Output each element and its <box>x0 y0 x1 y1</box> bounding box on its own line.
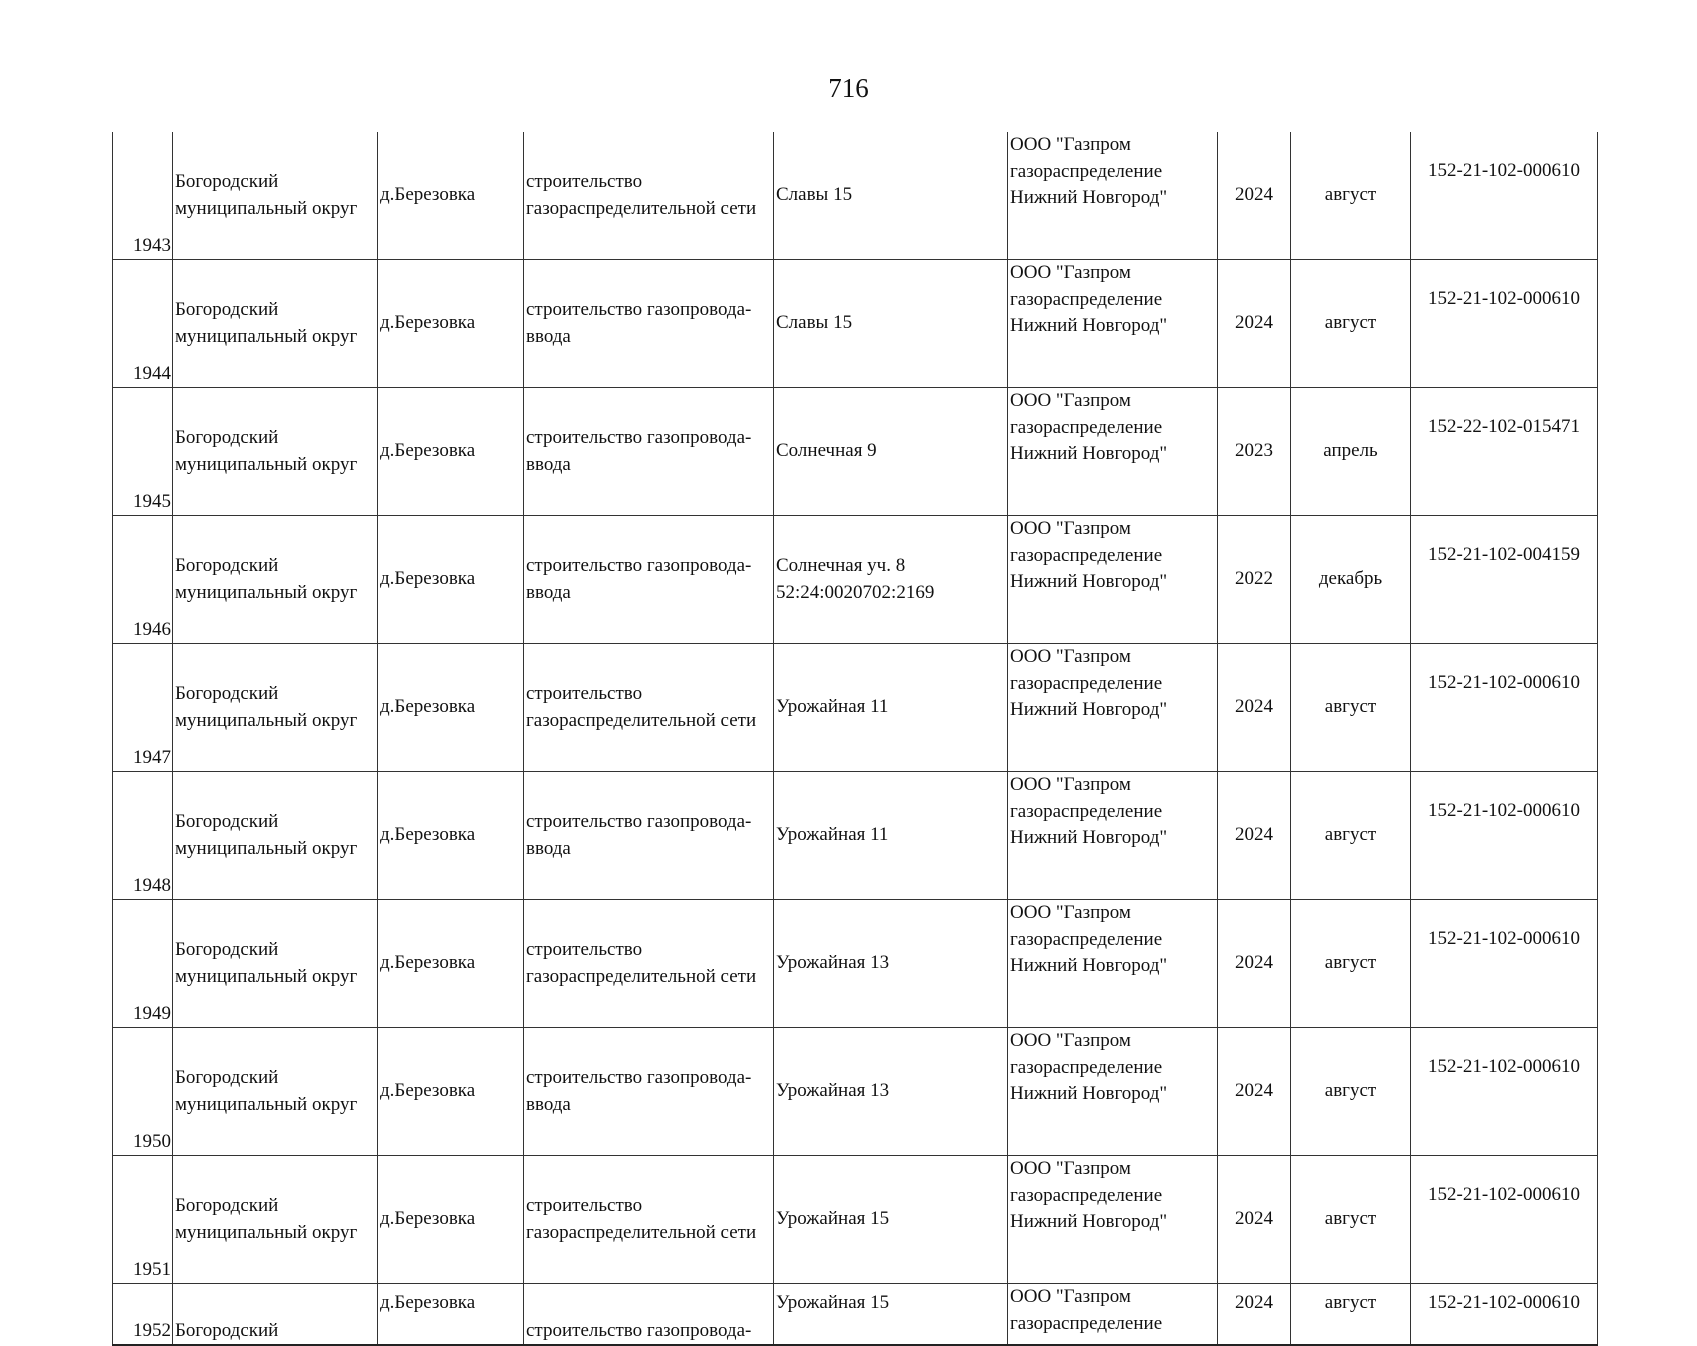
year-cell: 2024 <box>1218 132 1291 260</box>
work-type-cell-line: строительство <box>526 939 643 960</box>
work-type-cell-line: ввода <box>526 1093 571 1115</box>
year-cell: 2024 <box>1218 644 1291 772</box>
work-type-cell <box>524 132 774 260</box>
year-cell: 2024 <box>1218 1284 1291 1346</box>
organization-cell <box>1008 1284 1218 1346</box>
work-type-cell-line: строительство <box>526 171 643 192</box>
row-number: 1951 <box>113 1156 173 1284</box>
registration-code-cell: 152-21-102-000610 <box>1411 1156 1598 1284</box>
locality-cell: д.Березовка <box>378 1028 524 1156</box>
district-cell-line: Богородский <box>175 1195 279 1216</box>
organization-cell-line: ООО "Газпром <box>1010 902 1131 923</box>
work-type-cell-line: строительство газопровода- <box>526 299 752 320</box>
work-type-cell <box>524 772 774 900</box>
table-row <box>113 1156 1598 1284</box>
month-cell: август <box>1291 260 1411 388</box>
registration-code-cell: 152-21-102-004159 <box>1411 516 1598 644</box>
organization-cell-line: ООО "Газпром <box>1010 1158 1131 1179</box>
address-cell <box>774 644 1008 772</box>
address-cell-line: Солнечная уч. 8 <box>776 555 906 576</box>
district-cell-line: муниципальный округ <box>175 1221 358 1243</box>
month-cell: август <box>1291 1284 1411 1346</box>
work-type-cell <box>524 388 774 516</box>
table-row <box>113 1028 1598 1156</box>
district-cell <box>173 900 378 1028</box>
organization-cell-line: ООО "Газпром <box>1010 1286 1131 1307</box>
organization-cell-line: ООО "Газпром <box>1010 390 1131 411</box>
registration-code-cell: 152-21-102-000610 <box>1411 132 1598 260</box>
organization-cell-line: Нижний Новгород" <box>1010 699 1168 720</box>
table-row <box>113 772 1598 900</box>
district-cell <box>173 1028 378 1156</box>
organization-cell-line: Нижний Новгород" <box>1010 571 1168 592</box>
work-type-cell-line: ввода <box>526 453 571 475</box>
organization-cell-line: Нижний Новгород" <box>1010 1211 1168 1232</box>
organization-cell-line: газораспределение <box>1010 1312 1163 1334</box>
address-cell-line: Урожайная 13 <box>776 1080 890 1102</box>
work-type-cell-line: строительство <box>526 1195 643 1216</box>
organization-cell-line: газораспределение <box>1010 1184 1163 1206</box>
year-cell: 2024 <box>1218 900 1291 1028</box>
district-cell-line: Богородский <box>175 427 279 448</box>
month-cell: август <box>1291 1156 1411 1284</box>
work-type-cell <box>524 644 774 772</box>
year-cell: 2024 <box>1218 772 1291 900</box>
locality-cell: д.Березовка <box>378 772 524 900</box>
year-cell: 2022 <box>1218 516 1291 644</box>
year-cell: 2024 <box>1218 260 1291 388</box>
work-type-cell-line: газораспределительной сети <box>526 197 757 219</box>
district-cell-line: муниципальный округ <box>175 965 358 987</box>
month-cell: август <box>1291 644 1411 772</box>
organization-cell-line: газораспределение <box>1010 416 1163 438</box>
year-cell: 2024 <box>1218 1156 1291 1284</box>
organization-cell-line: газораспределение <box>1010 160 1163 182</box>
district-cell-line: муниципальный округ <box>175 837 358 859</box>
table-row <box>113 260 1598 388</box>
locality-cell: д.Березовка <box>378 1284 524 1346</box>
month-cell: декабрь <box>1291 516 1411 644</box>
address-cell-line: 52:24:0020702:2169 <box>776 581 935 603</box>
district-cell-line: Богородский <box>175 555 279 576</box>
organization-cell <box>1008 388 1218 516</box>
locality-cell: д.Березовка <box>378 132 524 260</box>
organization-cell-line: Нижний Новгород" <box>1010 955 1168 976</box>
organization-cell <box>1008 644 1218 772</box>
work-type-cell-line: строительство газопровода- <box>526 427 752 448</box>
address-cell <box>774 388 1008 516</box>
district-cell-line: Богородский <box>175 171 279 192</box>
table-row <box>113 516 1598 644</box>
district-cell-line: Богородский <box>175 1067 279 1088</box>
organization-cell-line: Нижний Новгород" <box>1010 187 1168 208</box>
gas-connection-register-table <box>112 132 1598 1346</box>
locality-cell: д.Березовка <box>378 516 524 644</box>
work-type-cell-line: ввода <box>526 325 571 347</box>
month-cell: август <box>1291 900 1411 1028</box>
address-cell <box>774 1028 1008 1156</box>
district-cell <box>173 260 378 388</box>
row-number: 1949 <box>113 900 173 1028</box>
locality-cell: д.Березовка <box>378 260 524 388</box>
organization-cell <box>1008 1028 1218 1156</box>
table-row <box>113 644 1598 772</box>
organization-cell-line: ООО "Газпром <box>1010 646 1131 667</box>
organization-cell <box>1008 516 1218 644</box>
address-cell-line: Солнечная 9 <box>776 440 877 462</box>
work-type-cell-line: строительство газопровода- <box>526 1067 752 1088</box>
district-cell <box>173 1156 378 1284</box>
district-cell-line: муниципальный округ <box>175 453 358 475</box>
month-cell: апрель <box>1291 388 1411 516</box>
address-cell-line: Урожайная 11 <box>776 696 889 718</box>
district-cell <box>173 644 378 772</box>
row-number: 1944 <box>113 260 173 388</box>
work-type-cell-line: газораспределительной сети <box>526 1221 757 1243</box>
work-type-cell-line: газораспределительной сети <box>526 965 757 987</box>
address-cell-line: Урожайная 13 <box>776 952 890 974</box>
work-type-cell <box>524 1284 774 1346</box>
year-cell: 2024 <box>1218 1028 1291 1156</box>
address-cell <box>774 772 1008 900</box>
address-cell <box>774 516 1008 644</box>
organization-cell-line: Нижний Новгород" <box>1010 1083 1168 1104</box>
row-number: 1948 <box>113 772 173 900</box>
registration-code-cell: 152-21-102-000610 <box>1411 1284 1598 1346</box>
address-cell-line: Урожайная 15 <box>776 1208 890 1230</box>
work-type-cell-line: строительство газопровода- <box>526 811 752 832</box>
page-number: 716 <box>828 73 869 103</box>
row-number: 1945 <box>113 388 173 516</box>
organization-cell-line: ООО "Газпром <box>1010 774 1131 795</box>
address-cell-line: Славы 15 <box>776 312 853 334</box>
address-cell <box>774 132 1008 260</box>
district-cell-line: Богородский <box>175 811 279 832</box>
district-cell-line: муниципальный округ <box>175 197 358 219</box>
organization-cell <box>1008 900 1218 1028</box>
table-row <box>113 388 1598 516</box>
locality-cell: д.Березовка <box>378 644 524 772</box>
organization-cell-line: ООО "Газпром <box>1010 262 1131 283</box>
table-row <box>113 900 1598 1028</box>
locality-cell: д.Березовка <box>378 900 524 1028</box>
organization-cell-line: ООО "Газпром <box>1010 518 1131 539</box>
work-type-cell-line: строительство газопровода- <box>526 1319 752 1341</box>
organization-cell <box>1008 260 1218 388</box>
row-number: 1947 <box>113 644 173 772</box>
organization-cell <box>1008 1156 1218 1284</box>
address-cell <box>774 1284 1008 1346</box>
organization-cell-line: Нижний Новгород" <box>1010 443 1168 464</box>
row-number: 1950 <box>113 1028 173 1156</box>
year-cell: 2023 <box>1218 388 1291 516</box>
address-cell <box>774 900 1008 1028</box>
district-cell-line: муниципальный округ <box>175 581 358 603</box>
district-cell <box>173 772 378 900</box>
row-number: 1952 <box>113 1284 173 1346</box>
work-type-cell-line: ввода <box>526 581 571 603</box>
district-cell-line: Богородский <box>175 1319 279 1341</box>
work-type-cell <box>524 260 774 388</box>
row-number: 1943 <box>113 132 173 260</box>
organization-cell-line: Нижний Новгород" <box>1010 827 1168 848</box>
work-type-cell-line: строительство <box>526 683 643 704</box>
district-cell-line: Богородский <box>175 939 279 960</box>
month-cell: август <box>1291 1028 1411 1156</box>
district-cell-line: муниципальный округ <box>175 325 358 347</box>
work-type-cell <box>524 900 774 1028</box>
organization-cell-line: газораспределение <box>1010 544 1163 566</box>
organization-cell-line: ООО "Газпром <box>1010 1030 1131 1051</box>
work-type-cell <box>524 1156 774 1284</box>
registration-code-cell: 152-21-102-000610 <box>1411 772 1598 900</box>
district-cell <box>173 132 378 260</box>
district-cell <box>173 388 378 516</box>
table-row <box>113 1284 1598 1346</box>
district-cell-line: муниципальный округ <box>175 1093 358 1115</box>
district-cell-line: Богородский <box>175 299 279 320</box>
locality-cell: д.Березовка <box>378 1156 524 1284</box>
month-cell: август <box>1291 132 1411 260</box>
registration-code-cell: 152-21-102-000610 <box>1411 1028 1598 1156</box>
registration-code-cell: 152-22-102-015471 <box>1411 388 1598 516</box>
locality-cell: д.Березовка <box>378 388 524 516</box>
month-cell: август <box>1291 772 1411 900</box>
work-type-cell-line: строительство газопровода- <box>526 555 752 576</box>
organization-cell-line: газораспределение <box>1010 1056 1163 1078</box>
organization-cell-line: ООО "Газпром <box>1010 134 1131 155</box>
address-cell-line: Урожайная 11 <box>776 824 889 846</box>
organization-cell <box>1008 772 1218 900</box>
district-cell-line: Богородский <box>175 683 279 704</box>
registration-code-cell: 152-21-102-000610 <box>1411 260 1598 388</box>
organization-cell-line: газораспределение <box>1010 672 1163 694</box>
work-type-cell <box>524 516 774 644</box>
table-body <box>113 132 1598 1345</box>
work-type-cell-line: газораспределительной сети <box>526 709 757 731</box>
organization-cell-line: газораспределение <box>1010 288 1163 310</box>
organization-cell-line: Нижний Новгород" <box>1010 315 1168 336</box>
organization-cell-line: газораспределение <box>1010 800 1163 822</box>
address-cell-line: Славы 15 <box>776 184 853 206</box>
organization-cell <box>1008 132 1218 260</box>
row-number: 1946 <box>113 516 173 644</box>
address-cell <box>774 260 1008 388</box>
district-cell <box>173 1284 378 1346</box>
registration-code-cell: 152-21-102-000610 <box>1411 644 1598 772</box>
address-cell <box>774 1156 1008 1284</box>
district-cell-line: муниципальный округ <box>175 709 358 731</box>
table-row <box>113 132 1598 260</box>
work-type-cell <box>524 1028 774 1156</box>
registration-code-cell: 152-21-102-000610 <box>1411 900 1598 1028</box>
work-type-cell-line: ввода <box>526 837 571 859</box>
address-cell-line: Урожайная 15 <box>776 1292 890 1313</box>
district-cell <box>173 516 378 644</box>
organization-cell-line: газораспределение <box>1010 928 1163 950</box>
